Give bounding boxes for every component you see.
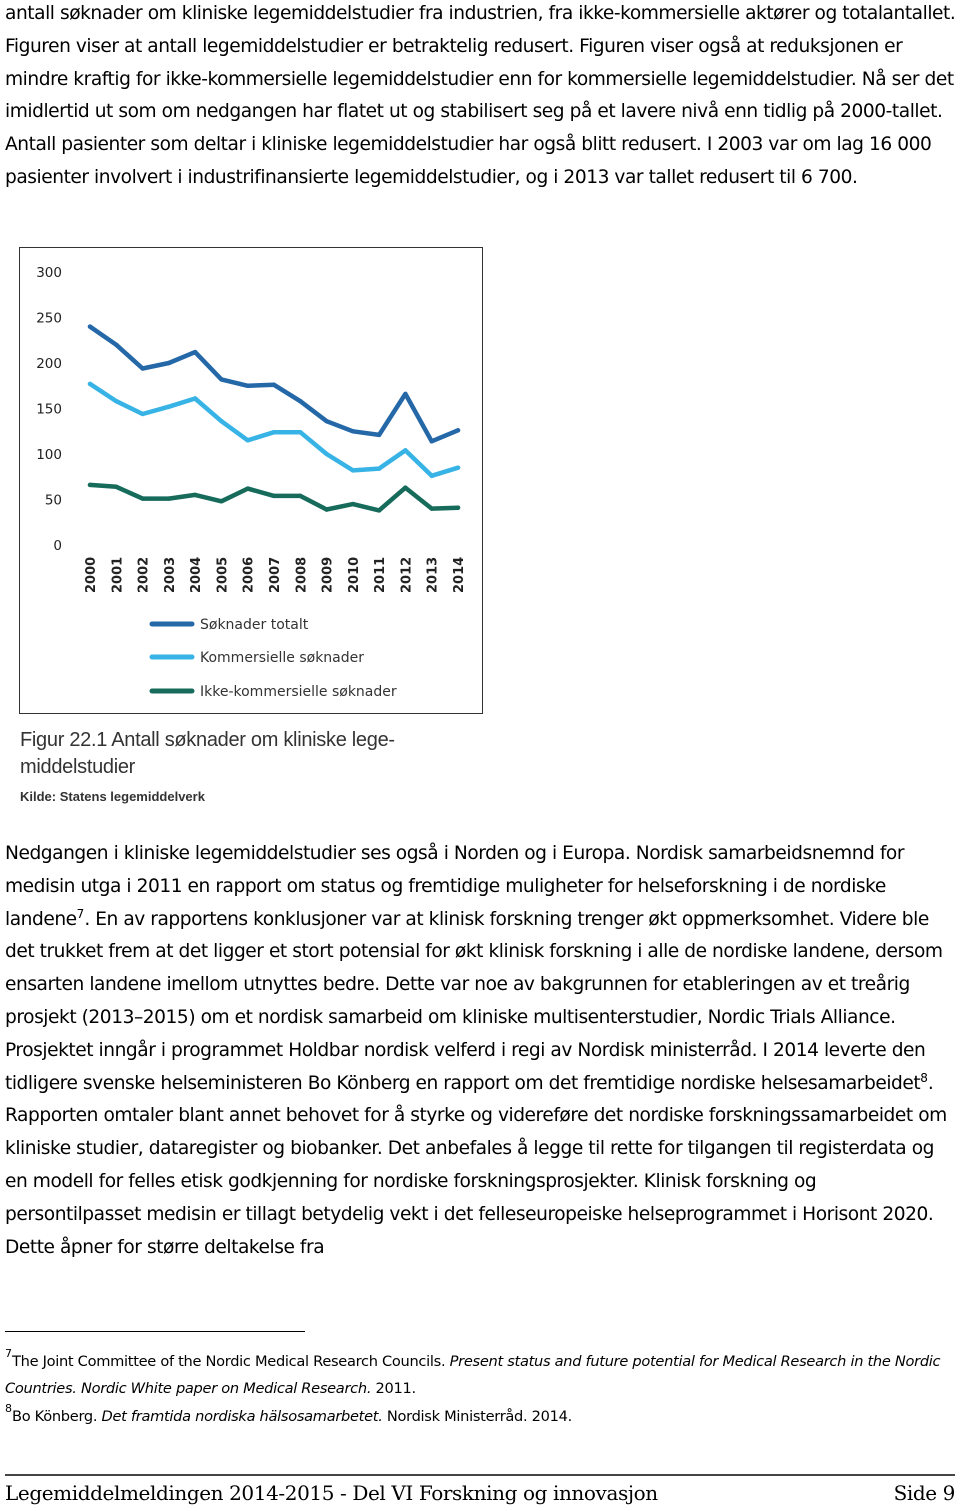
- data-point: [351, 429, 355, 433]
- data-point: [298, 494, 302, 498]
- footnote-number-7: 7: [5, 1347, 12, 1360]
- main-text-3: . Rapporten omtaler blant annet behovet for å styrke og videreføre det nordiske forskningssamarbeidet om kliniske studier, dataregister og biobanker. Det anbefales å legge til rette for tilgangen til registerdata og en modell for felles etisk godkjenning for nordiske forskningsprosjekter. Klinisk forskning og persontilpasset medisin er tillagt betydelig vekt i det felleseuropeiske helseprogrammet i Horisont 2020. Dette åpner for større deltakelse fra: [5, 1072, 947, 1258]
- data-point: [272, 494, 276, 498]
- data-point: [140, 496, 144, 500]
- legend-label: Søknader totalt: [200, 617, 309, 633]
- footnote-separator: [5, 1331, 305, 1332]
- caption-line-1: Figur 22.1 Antall søknader om kliniske lege-: [20, 729, 395, 751]
- data-point: [403, 448, 407, 452]
- y-tick-label: 0: [53, 538, 62, 554]
- data-point: [298, 399, 302, 403]
- figure-caption: [20, 727, 480, 781]
- intro-paragraph: antall søknader om kliniske legemiddelstudier fra industrien, fra ikke-kommersielle aktører og totalantallet. Figuren viser at antall legemiddelstudier er betraktelig redusert. Figuren viser også at reduksjonen er mindre kraftig for ikke-kommersielle legemiddelstudier enn for kommersielle legemiddelstudier. Nå ser det imidlertid ut som om nedgangen har flatet ut og stabilisert seg på et lavere nivå enn tidlig på 2000-tallet. Antall pasienter som deltar i kliniske legemiddelstudier har også blitt redusert. I 2003 var om lag 16 000 pasienter involvert i industrifinansierte legemiddelstudier, og i 2013 var tallet redusert til 6 700.: [5, 3, 956, 188]
- x-tick-label: 2009: [320, 556, 336, 593]
- data-point: [114, 485, 118, 489]
- data-point: [88, 382, 92, 386]
- data-point: [114, 343, 118, 347]
- x-tick-label: 2003: [162, 556, 178, 593]
- data-point: [324, 452, 328, 456]
- data-point: [193, 493, 197, 497]
- main-paragraph: [5, 838, 957, 1264]
- y-tick-label: 250: [36, 310, 62, 327]
- data-point: [377, 508, 381, 512]
- data-point: [246, 438, 250, 442]
- footnote-8-end: Nordisk Ministerråd. 2014.: [382, 1408, 572, 1425]
- data-point: [456, 428, 460, 432]
- line-chart: [19, 247, 483, 714]
- x-tick-label: 2006: [241, 556, 257, 593]
- footnote-7-title: Present status and future potential for Medical Research in the Nordic Countries. Nordic White paper on Medical Research.: [5, 1353, 941, 1397]
- figure-source: Kilde: Statens legemiddelverk: [20, 789, 205, 804]
- footnote-number-8: 8: [5, 1402, 12, 1415]
- data-point: [246, 486, 250, 490]
- main-text-2: . En av rapportens konklusjoner var at klinisk forskning trenger økt oppmerksomhet. Videre ble det trukket frem at det ligger et stort potensial for økt klinisk forskning i alle de nordiske landene, dersom ensarten landene imellom utnyttes bedre. Dette var noe av bakgrunnen for etableringen av et treårig prosjekt (2013–2015) om et nordisk samarbeid om kliniske multisenterstudier, Nordic Trials Alliance. Prosjektet inngår i programmet Holdbar nordisk velferd i regi av Nordisk ministerråd. I 2014 leverte den tidligere svenske helseministeren Bo Könberg en rapport om det fremtidige nordiske helsesamarbeidet: [5, 908, 943, 1094]
- data-point: [246, 384, 250, 388]
- data-point: [219, 377, 223, 381]
- data-point: [430, 506, 434, 510]
- footnote-8: [5, 1403, 955, 1430]
- data-point: [88, 324, 92, 328]
- data-point: [272, 430, 276, 434]
- data-point: [193, 396, 197, 400]
- x-tick-label: 2010: [346, 556, 362, 593]
- data-point: [88, 483, 92, 487]
- footer-page-number: Side 9: [893, 1481, 955, 1505]
- data-point: [403, 485, 407, 489]
- footnote-8-text: Bo Könberg.: [12, 1408, 102, 1425]
- x-tick-label: 2008: [294, 556, 310, 593]
- x-tick-label: 2000: [84, 556, 99, 593]
- legend-label: Kommersielle søknader: [200, 650, 365, 666]
- main-text-1: Nedgangen i kliniske legemiddelstudier ses også i Norden og i Europa. Nordisk samarbeidsnemnd for medisin utga i 2011 en rapport om status og fremtidige muligheter for helseforskning i de nordiske landene: [5, 843, 905, 930]
- data-point: [219, 499, 223, 503]
- footnote-ref-7[interactable]: 7: [76, 906, 85, 921]
- data-point: [140, 366, 144, 370]
- x-tick-label: 2005: [215, 556, 231, 593]
- data-point: [430, 474, 434, 478]
- data-point: [351, 468, 355, 472]
- x-tick-label: 2007: [268, 556, 283, 593]
- data-point: [219, 419, 223, 423]
- data-point: [351, 502, 355, 506]
- y-tick-label: 50: [44, 492, 62, 509]
- footer-separator: [5, 1474, 955, 1476]
- y-tick-label: 100: [36, 447, 62, 463]
- caption-line-2: middelstudier: [20, 756, 136, 778]
- data-point: [167, 361, 171, 365]
- y-tick-label: 150: [36, 401, 62, 418]
- footer-document-title: Legemiddelmeldingen 2014-2015 - Del VI Forskning og innovasjon: [5, 1481, 658, 1505]
- x-tick-label: 2001: [110, 556, 126, 593]
- x-tick-label: 2002: [136, 556, 152, 593]
- data-point: [377, 433, 381, 437]
- data-point: [193, 350, 197, 354]
- footnote-ref-8[interactable]: 8: [920, 1070, 928, 1085]
- data-point: [456, 505, 460, 509]
- x-tick-label: 2014: [452, 556, 467, 593]
- data-point: [167, 496, 171, 500]
- legend-label: Ikke-kommersielle søknader: [200, 684, 397, 700]
- x-tick-label: 2012: [399, 556, 415, 593]
- data-point: [403, 392, 407, 396]
- data-point: [272, 383, 276, 387]
- footnote-7-year: 2011.: [371, 1380, 416, 1397]
- footnote-7-text: The Joint Committee of the Nordic Medical Research Councils.: [12, 1353, 450, 1370]
- x-tick-label: 2011: [373, 556, 389, 593]
- data-point: [456, 465, 460, 469]
- data-point: [377, 466, 381, 470]
- data-point: [430, 439, 434, 443]
- x-tick-label: 2013: [425, 556, 441, 593]
- y-tick-label: 200: [36, 356, 62, 372]
- data-point: [324, 419, 328, 423]
- chart-svg: [20, 248, 484, 715]
- y-tick-label: 300: [36, 265, 62, 281]
- footnote-8-title: Det framtida nordiska hälsosamarbetet.: [101, 1408, 383, 1425]
- data-point: [324, 507, 328, 511]
- x-tick-label: 2004: [189, 556, 205, 593]
- data-point: [167, 404, 171, 408]
- data-point: [114, 399, 118, 403]
- footnote-7: [5, 1348, 955, 1402]
- data-point: [298, 430, 302, 434]
- data-point: [140, 412, 144, 416]
